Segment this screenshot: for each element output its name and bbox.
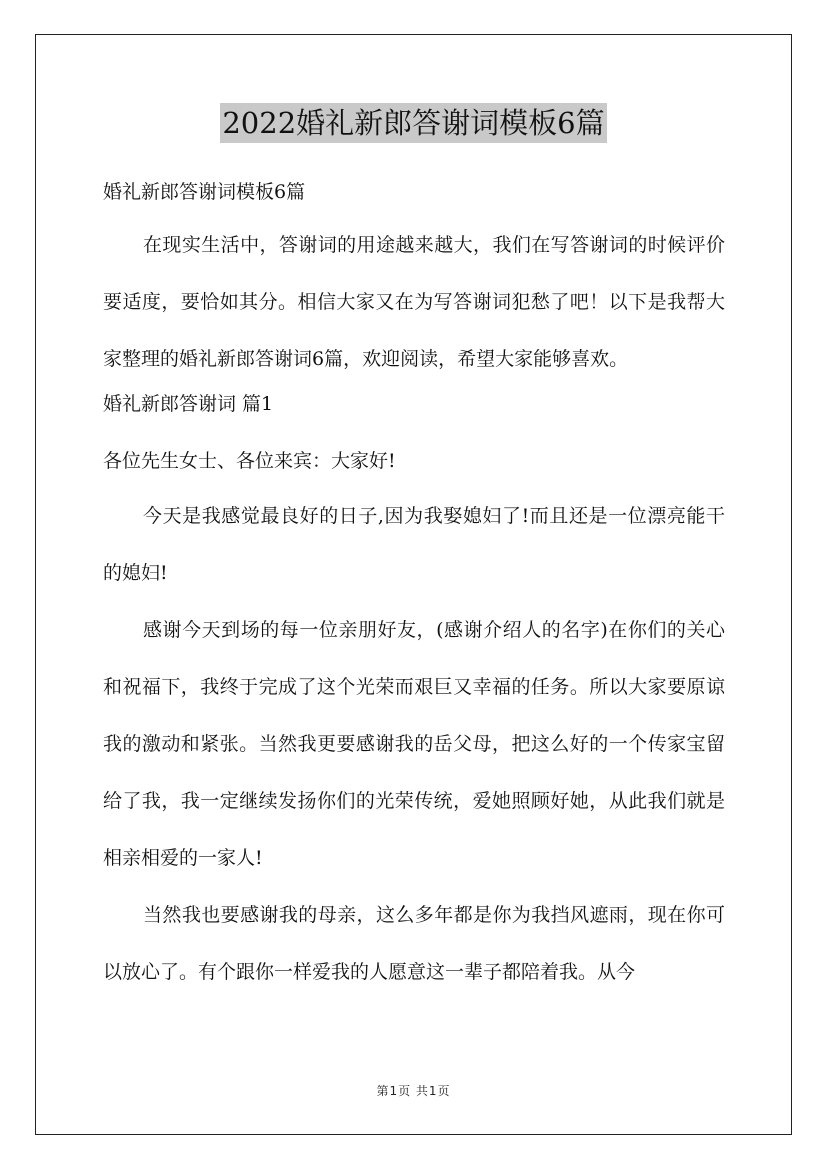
body-paragraph: 当然我也要感谢我的母亲，这么多年都是你为我挡风遮雨，现在你可以放心了。有个跟你一样爱我的人愿意这一辈子都陪着我。从今 — [103, 904, 725, 983]
document-subtitle: 婚礼新郎答谢词模板6篇 — [103, 181, 306, 203]
title-container — [0, 103, 827, 143]
body-paragraph: 感谢今天到场的每一位亲朋好友，(感谢介绍人的名字)在你们的关心和祝福下，我终于完成了这个光荣而艰巨又幸福的任务。所以大家要原谅我的激动和紧张。当然我更要感谢我的岳父母，把这么好的一个传家宝留给了我，我一定继续发扬你们的光荣传统，爱她照顾好她，从此我们就是相亲相爱的一家人! — [103, 619, 725, 869]
page-footer: 第1页 共1页 — [376, 1084, 451, 1098]
body-paragraph: 今天是我感觉最良好的日子,因为我娶媳妇了!而且还是一位漂亮能干的媳妇! — [103, 505, 725, 584]
document-title: 2022婚礼新郎答谢词模板6篇 — [220, 103, 606, 143]
document-body — [103, 176, 725, 1001]
section-heading: 婚礼新郎答谢词 篇1 — [103, 393, 274, 415]
intro-paragraph: 在现实生活中，答谢词的用途越来越大，我们在写答谢词的时候评价要适度，要恰如其分。相信大家又在为写答谢词犯愁了吧！以下是我帮大家整理的婚礼新郎答谢词6篇，欢迎阅读，希望大家能够喜欢。 — [103, 234, 725, 370]
greeting-line: 各位先生女士、各位来宾：大家好! — [103, 450, 396, 472]
